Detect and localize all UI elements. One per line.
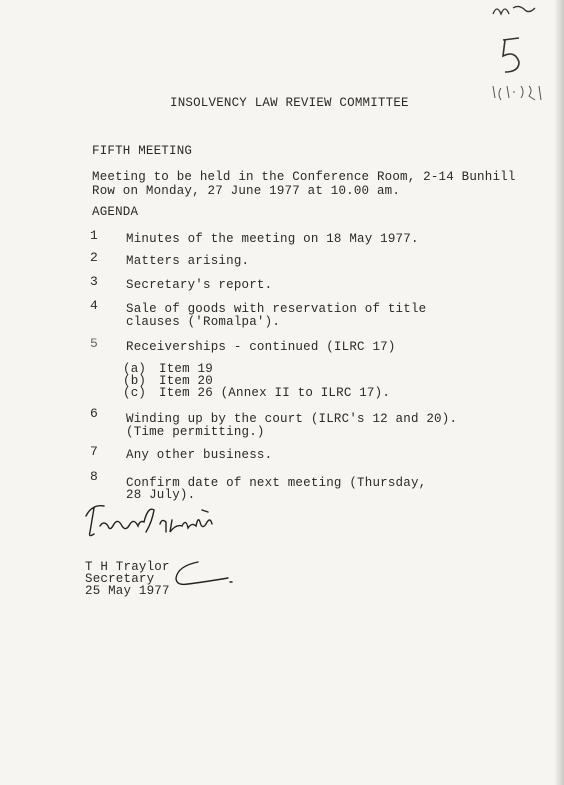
agenda-item-text: Minutes of the meeting on 18 May 1977.	[126, 232, 419, 246]
agenda-heading: AGENDA	[92, 205, 139, 219]
agenda-item-number: 5	[90, 336, 99, 351]
agenda-item-text: (Time permitting.)	[126, 425, 265, 439]
agenda-item-number: 8	[90, 469, 99, 484]
subitem-text: Item 20	[159, 374, 213, 388]
meeting-text-line-2: Row on Monday, 27 June 1977 at 10.00 am.	[92, 184, 401, 198]
agenda-item-text: Secretary's report.	[126, 278, 273, 292]
agenda-item-number: 2	[90, 250, 99, 265]
subitem-label: (c)	[123, 386, 147, 400]
margin-ref	[490, 86, 493, 87]
meeting-text-line-1: Meeting to be held in the Conference Room, 2-14 Bunhill	[92, 170, 516, 184]
agenda-item-text: 28 July).	[126, 488, 196, 502]
agenda-item-text: Confirm date of next meeting (Thursday,	[126, 476, 427, 490]
agenda-item-text: Winding up by the court (ILRC's 12 and 20).	[126, 412, 458, 426]
margin-handwritten-mark	[485, 0, 560, 110]
signatory-role: Secretary	[85, 572, 155, 586]
agenda-item-text: clauses ('Romalpa').	[126, 315, 281, 329]
signature-date: 25 May 1977	[85, 584, 170, 598]
agenda-item-text: Sale of goods with reservation of title	[126, 302, 427, 316]
subitem-label: (b)	[123, 374, 147, 388]
subitem-label: (a)	[123, 362, 147, 376]
agenda-item-text: Any other business.	[126, 448, 273, 462]
margin-number	[490, 40, 491, 41]
subitem-text: Item 19	[159, 362, 213, 376]
margin-mark-text	[490, 2, 491, 3]
agenda-item-text: Matters arising.	[126, 254, 250, 268]
handwritten-signature	[82, 498, 222, 548]
agenda-item-number: 4	[90, 298, 99, 313]
agenda-item-number: 3	[90, 274, 99, 289]
signature-text	[90, 510, 98, 511]
document-title: INSOLVENCY LAW REVIEW COMMITTEE	[170, 96, 409, 110]
agenda-item-number: 7	[90, 444, 99, 459]
page-edge-shadow	[554, 0, 564, 785]
signatory-name: T H Traylor	[85, 560, 170, 574]
agenda-item-text: Receiverships - continued (ILRC 17)	[126, 340, 396, 354]
agenda-item-number: 6	[90, 406, 99, 421]
initials-mark	[170, 558, 240, 592]
meeting-label: FIFTH MEETING	[92, 144, 193, 158]
agenda-item-number: 1	[90, 228, 99, 243]
subitem-text: Item 26 (Annex II to ILRC 17).	[159, 386, 391, 400]
